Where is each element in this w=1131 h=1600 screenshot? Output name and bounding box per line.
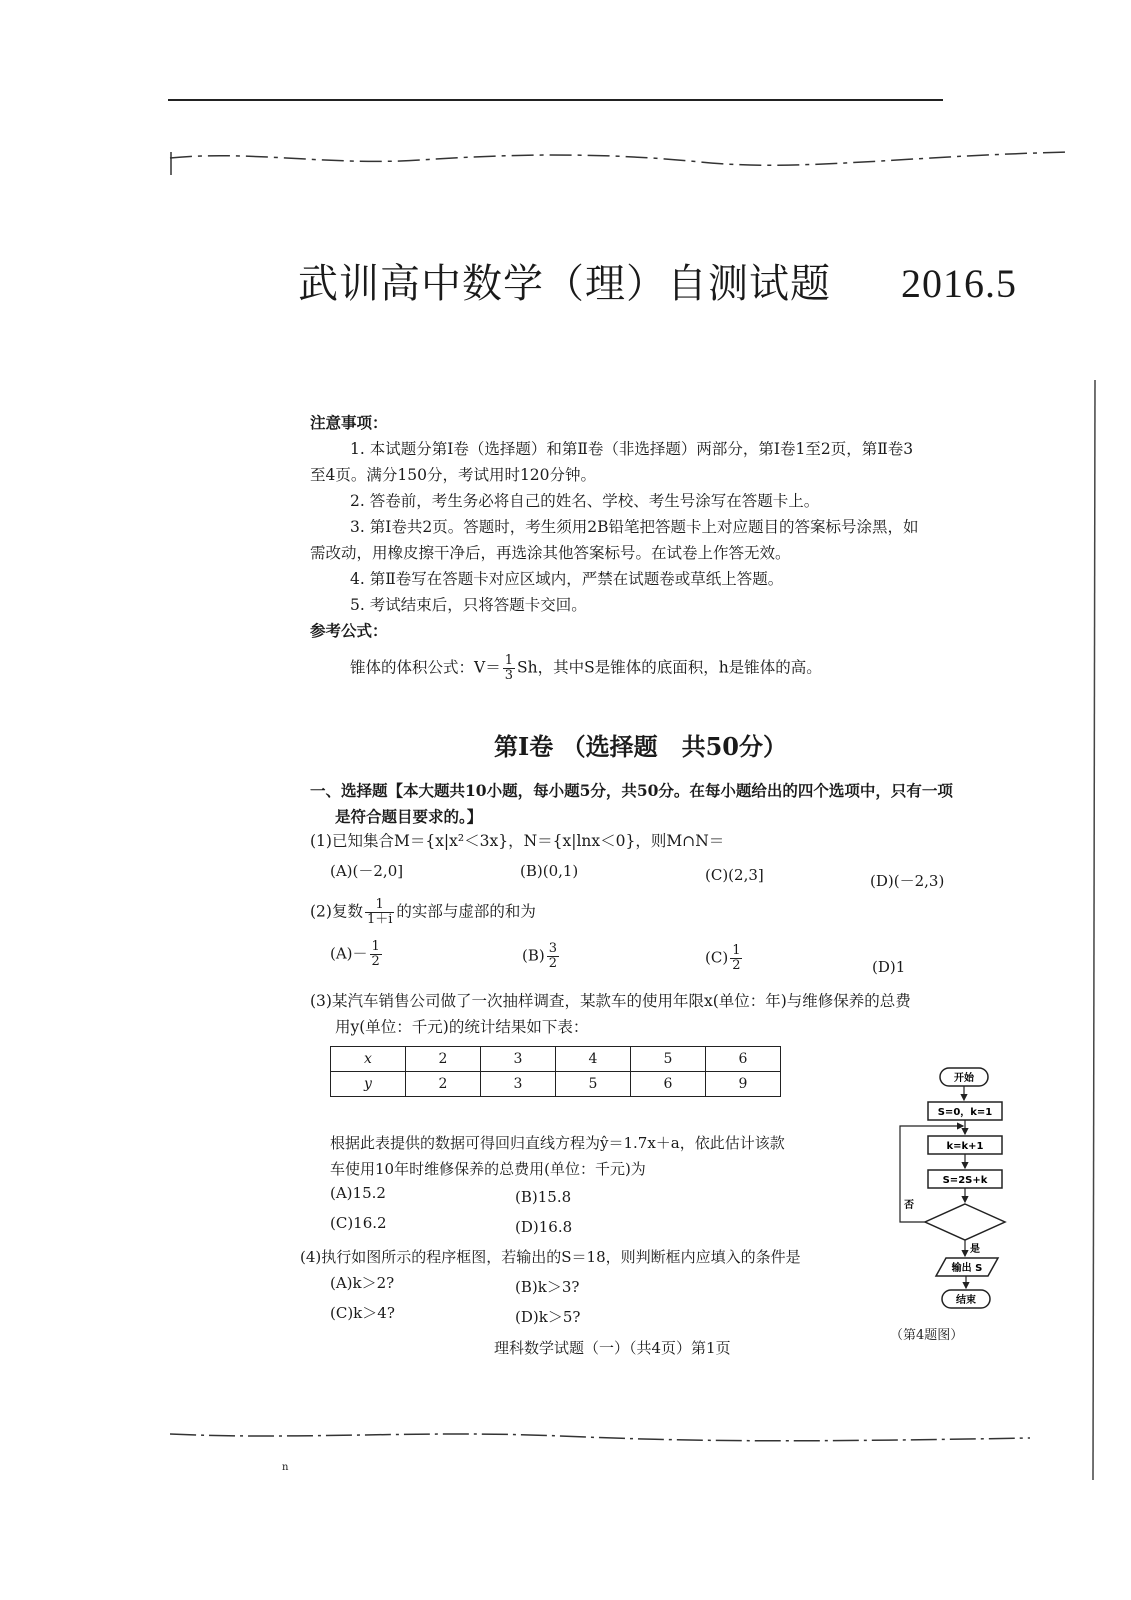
q4-option-a: (A)k＞2?	[330, 1274, 395, 1292]
section-intro-a: 一、选择题【本大题共10小题，每小题5分，共50分。在每小题给出的四个选项中，只有一项	[310, 781, 953, 800]
flowchart-caption: （第4题图）	[890, 1328, 964, 1343]
q2-b-den: 2	[548, 956, 558, 971]
q3-stem-a: (3)某汽车销售公司做了一次抽样调查，某款车的使用年限x(单位：年)与维修保养的总费	[310, 992, 911, 1010]
table-cell: 5	[556, 1072, 631, 1097]
q4-option-c: (C)k＞4?	[330, 1304, 395, 1322]
formula-frac-den: 3	[504, 668, 513, 683]
notice-item-1a: 1. 本试题分第Ⅰ卷（选择题）和第Ⅱ卷（非选择题）两部分，第Ⅰ卷1至2页，第Ⅱ卷3	[350, 440, 914, 458]
q2-b-num: 3	[548, 941, 558, 956]
title-date: 2016.5	[901, 261, 1017, 306]
notice-item-4: 4. 第Ⅱ卷写在答题卡对应区域内，严禁在试题卷或草纸上答题。	[350, 570, 784, 588]
q4-flowchart	[880, 1062, 1030, 1322]
notice-item-1b: 至4页。满分150分，考试用时120分钟。	[310, 466, 597, 484]
flowchart-yes-label: 是	[970, 1244, 980, 1255]
q2-stem	[310, 898, 536, 927]
table-cell: 5	[631, 1047, 706, 1072]
formula-prefix: 锥体的体积公式：V＝	[350, 658, 501, 677]
top-rule	[168, 99, 943, 101]
table-cell: 6	[631, 1072, 706, 1097]
flowchart-step2-node	[928, 1170, 1002, 1188]
notice-item-3b: 需改动，用橡皮擦干净后，再选涂其他答案标号。在试卷上作答无效。	[310, 544, 791, 562]
q2-a-fraction	[370, 940, 382, 969]
flowchart-start-label: 开始	[954, 1073, 974, 1084]
q2-option-d: (D)1	[872, 958, 906, 976]
q1-option-c: (C)(2,3]	[705, 866, 764, 884]
q4-stem: (4)执行如图所示的程序框图，若输出的S＝18，则判断框内应填入的条件是	[300, 1248, 801, 1266]
q2-stem-prefix: (2)复数	[310, 902, 363, 921]
q2-a-prefix: (A)－	[330, 944, 368, 963]
q1-option-d: (D)(－2,3)	[870, 872, 945, 890]
flowchart-no-label: 否	[904, 1200, 914, 1211]
q3-option-c: (C)16.2	[330, 1214, 387, 1232]
flowchart-init-node	[928, 1102, 1002, 1120]
scan-mark: n	[282, 1462, 289, 1473]
notice-item-5: 5. 考试结束后，只将答题卡交回。	[350, 596, 587, 614]
formula-fraction	[503, 654, 515, 683]
flowchart-end-label: 结束	[956, 1295, 976, 1306]
q1-stem: (1)已知集合M＝{x|x²＜3x}，N＝{x|lnx＜0}，则M∩N＝	[310, 832, 725, 850]
q3-text-a: 根据此表提供的数据可得回归直线方程为ŷ＝1.7x＋a，依此估计该款	[330, 1134, 785, 1152]
page-title	[298, 252, 1017, 309]
formula-heading: 参考公式：	[310, 621, 388, 640]
right-edge-line	[1085, 380, 1105, 1480]
q4-option-b: (B)k＞3?	[515, 1278, 580, 1296]
q3-stem	[310, 988, 911, 1040]
notice-item-2: 2. 答卷前，考生务必将自己的姓名、学校、考生号涂写在答题卡上。	[350, 492, 820, 510]
q2-c-den: 2	[732, 958, 741, 973]
table-cell-y-label: y	[331, 1072, 406, 1097]
q2-c-num: 1	[732, 943, 741, 958]
flowchart-start-node	[940, 1068, 988, 1086]
q4-option-d: (D)k＞5?	[515, 1308, 581, 1326]
table-cell: 3	[481, 1072, 556, 1097]
q2-option-b	[522, 942, 561, 971]
notice-block	[310, 410, 918, 683]
q2-a-num: 1	[371, 939, 380, 954]
table-cell: 9	[706, 1072, 781, 1097]
q3-stem-b: 用y(单位：千元)的统计结果如下表：	[335, 1018, 589, 1036]
q2-frac-den: 1＋i	[366, 912, 393, 927]
q2-b-fraction	[547, 942, 559, 971]
title-text: 武训高中数学（理）自测试题	[298, 261, 831, 307]
table-cell: 3	[481, 1047, 556, 1072]
notice-item-3a: 3. 第Ⅰ卷共2页。答题时，考生须用2B铅笔把答题卡上对应题目的答案标号涂黑，如	[350, 518, 919, 536]
page-footer: 理科数学试题（一）（共4页）第1页	[494, 1339, 731, 1357]
table-row	[331, 1047, 781, 1072]
q1-option-b: (B)(0,1)	[520, 862, 579, 880]
section-intro	[310, 778, 953, 830]
table-cell: 2	[406, 1072, 481, 1097]
q3-option-d: (D)16.8	[515, 1218, 573, 1236]
q2-option-c	[705, 944, 744, 973]
table-row	[331, 1072, 781, 1097]
q2-stem-suffix: 的实部与虚部的和为	[396, 902, 536, 921]
q2-b-prefix: (B)	[522, 946, 545, 965]
flowchart-step2-label: S=2S+k	[942, 1175, 988, 1186]
q2-a-den: 2	[371, 954, 380, 969]
formula-frac-num: 1	[504, 653, 513, 668]
table-cell: 4	[556, 1047, 631, 1072]
section-title: 第Ⅰ卷 （选择题 共50分）	[494, 732, 787, 761]
formula-line	[310, 654, 918, 683]
flowchart-end-node	[942, 1290, 990, 1308]
notice-heading: 注意事项：	[310, 413, 388, 432]
q3-option-a: (A)15.2	[330, 1184, 386, 1202]
table-cell-x-label: x	[331, 1047, 406, 1072]
flowchart-decision-node	[925, 1204, 1005, 1240]
flowchart-init-label: S=0，k=1	[937, 1107, 993, 1118]
q3-text	[330, 1130, 785, 1182]
q2-c-fraction	[730, 944, 742, 973]
q2-c-prefix: (C)	[705, 948, 729, 967]
flowchart-step1-node	[928, 1136, 1002, 1154]
table-cell: 6	[706, 1047, 781, 1072]
q2-fraction	[365, 898, 394, 927]
q2-option-a	[330, 940, 384, 969]
q3-text-b: 车使用10年时维修保养的总费用(单位：千元)为	[330, 1160, 646, 1178]
q3-option-b: (B)15.8	[515, 1188, 572, 1206]
q1-option-a: (A)(－2,0]	[330, 862, 404, 880]
flowchart-output-node	[936, 1258, 998, 1276]
torn-edge-top	[0, 140, 1131, 180]
formula-suffix: Sh，其中S是锥体的底面积，h是锥体的高。	[516, 658, 822, 677]
section-intro-b: 是符合题目要求的。】	[335, 807, 483, 826]
table-cell: 2	[406, 1047, 481, 1072]
torn-edge-bottom	[0, 1420, 1131, 1460]
q3-data-table	[330, 1046, 781, 1097]
flowchart-output-label: 输出 S	[951, 1263, 983, 1274]
flowchart-step1-label: k=k+1	[946, 1141, 984, 1152]
q2-frac-num: 1	[365, 898, 394, 913]
